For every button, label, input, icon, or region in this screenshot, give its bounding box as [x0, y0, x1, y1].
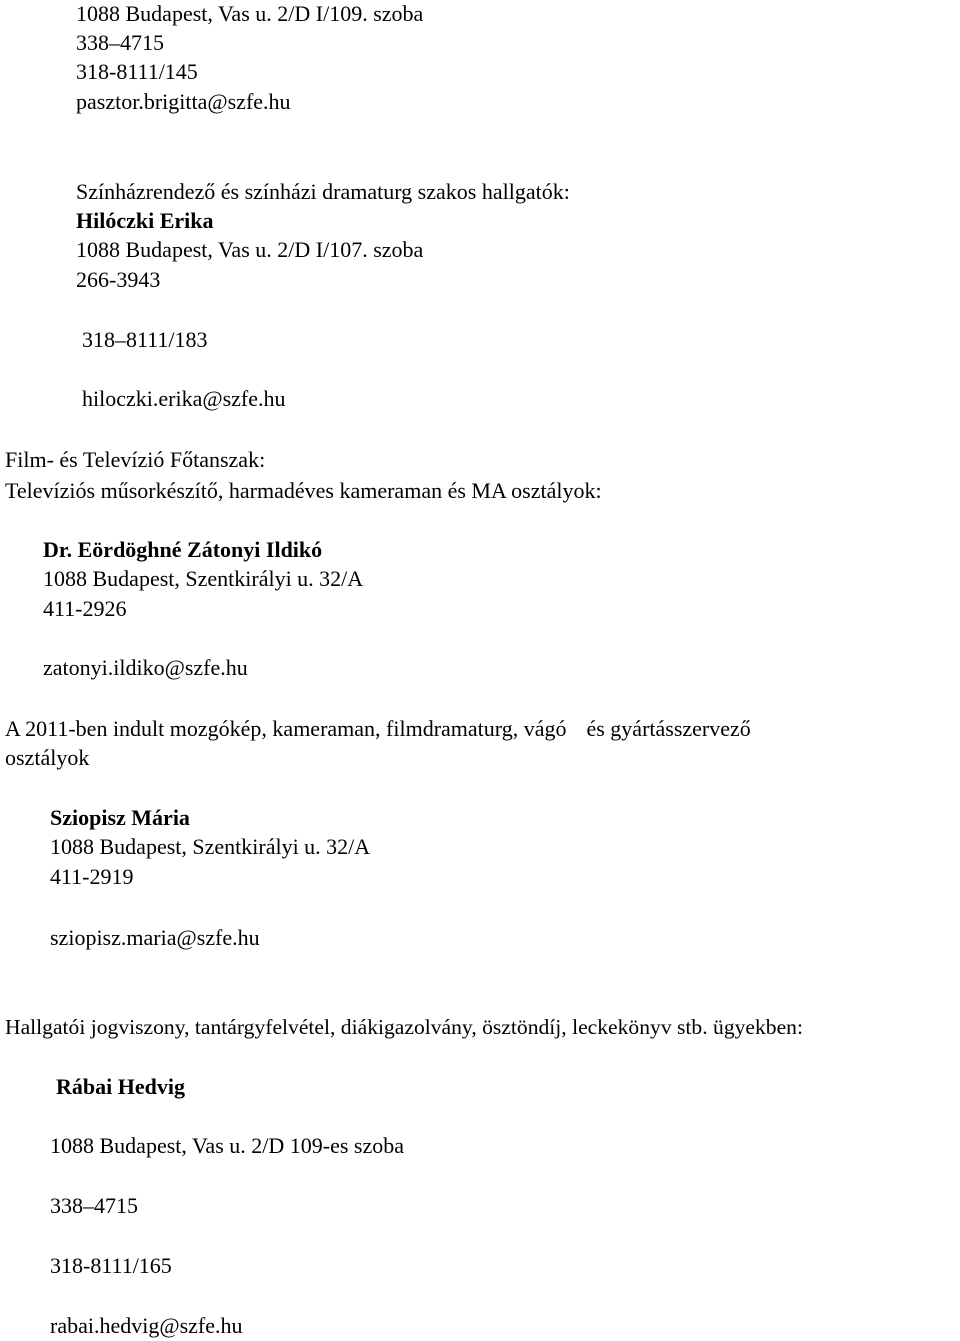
contact-name: Sziopisz Mária	[50, 805, 190, 830]
email-line: hiloczki.erika@szfe.hu	[82, 386, 286, 411]
address-line: 1088 Budapest, Vas u. 2/D I/109. szoba	[76, 1, 424, 26]
email-line: zatonyi.ildiko@szfe.hu	[43, 655, 248, 680]
contact-name: Rábai Hedvig	[56, 1074, 185, 1099]
phone-line: 338–4715	[50, 1193, 138, 1218]
phone-line: 318-8111/165	[50, 1253, 172, 1278]
email-line: sziopisz.maria@szfe.hu	[50, 925, 260, 950]
address-line: 1088 Budapest, Vas u. 2/D I/107. szoba	[76, 237, 424, 262]
section-subheading: Televíziós műsorkészítő, harmadéves kameraman és MA osztályok:	[5, 478, 602, 503]
contact-name: Dr. Eördöghné Zátonyi Ildikó	[43, 537, 323, 562]
email-line: rabai.hedvig@szfe.hu	[50, 1313, 243, 1338]
address-line: 1088 Budapest, Vas u. 2/D 109-es szoba	[50, 1133, 404, 1158]
address-line: 1088 Budapest, Szentkirályi u. 32/A	[50, 834, 371, 859]
section-heading: Film- és Televízió Főtanszak:	[5, 447, 266, 472]
section-heading: Színházrendező és színházi dramaturg szakos hallgatók:	[76, 179, 570, 204]
contact-name: Hilóczki Erika	[76, 208, 214, 233]
address-line: 1088 Budapest, Szentkirályi u. 32/A	[43, 566, 364, 591]
phone-line: 318-8111/145	[76, 59, 198, 84]
phone-line: 318–8111/183	[82, 327, 208, 352]
section-heading: Hallgatói jogviszony, tantárgyfelvétel, diákigazolvány, ösztöndíj, leckekönyv stb. ügyekben:	[5, 1015, 803, 1039]
phone-line: 411-2919	[50, 864, 134, 889]
section-heading	[5, 715, 751, 743]
phone-line: 266-3943	[76, 267, 161, 292]
section-heading-continuation: osztályok	[5, 745, 90, 770]
phone-line: 338–4715	[76, 30, 164, 55]
section-heading-part: és gyártásszervező	[586, 716, 751, 741]
phone-line: 411-2926	[43, 596, 127, 621]
section-heading-part: A 2011-ben indult mozgókép, kameraman, filmdramaturg, vágó	[5, 716, 567, 741]
email-line: pasztor.brigitta@szfe.hu	[76, 89, 291, 114]
